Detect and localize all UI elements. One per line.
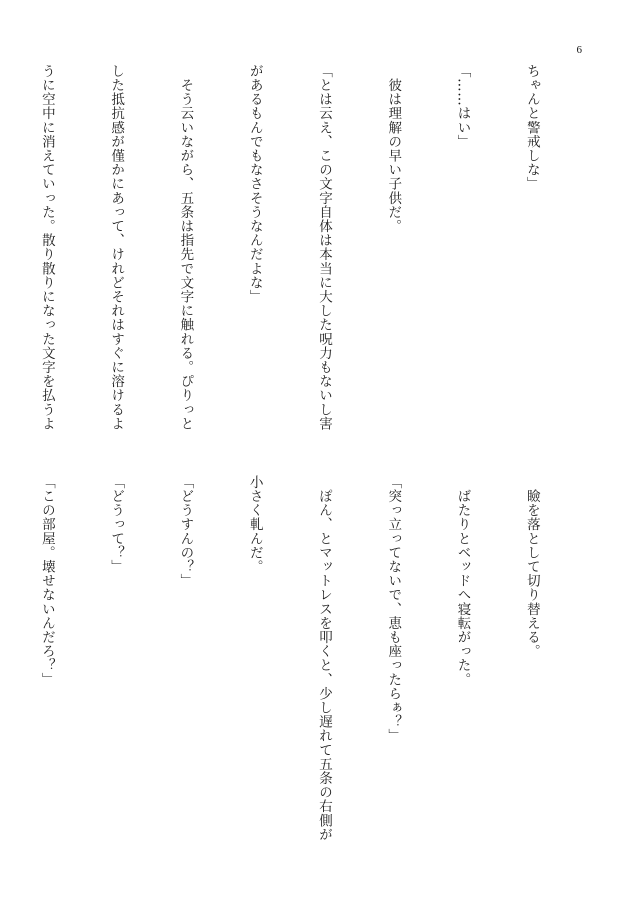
text-line: ぽん、とマットレスを叩くと、少し遅れて五条の右側が — [315, 475, 332, 842]
page-number: 6 — [576, 44, 582, 56]
upper-text-block — [38, 64, 589, 431]
text-line: そう云いながら、五条は指先で文字に触れる。ぴりっと — [177, 64, 194, 431]
text-line: うに空中に消えていった。散り散りになった文字を払うよ — [38, 64, 55, 431]
text-line: ちゃんと警戒しな」 — [523, 64, 540, 191]
text-line: 「突っ立ってないで、恵も座ったらぁ？」 — [385, 475, 402, 743]
text-line: があるもんでもなさそうなんだよな」 — [246, 64, 263, 304]
text-line: 「どうすんの？」 — [177, 475, 194, 588]
text-line: 彼は理解の早い子供だ。 — [385, 64, 402, 234]
text-line: 「……はい」 — [454, 64, 471, 149]
text-line: 小さく軋んだ。 — [246, 475, 263, 574]
text-line: 瞼を落として切り替える。 — [523, 475, 540, 659]
text-line: 「この部屋。壊せないんだろ？」 — [38, 475, 55, 687]
text-line: した抵抗感が僅かにあって、けれどそれはすぐに溶けるよ — [108, 64, 125, 431]
lower-text-block — [38, 475, 589, 842]
text-line: 「どうって？」 — [108, 475, 125, 574]
text-line: 「とは云え、この文字自体は本当に大した呪力もないし害 — [315, 64, 332, 431]
text-line: ばたりとベッドへ寝転がった。 — [454, 475, 471, 687]
